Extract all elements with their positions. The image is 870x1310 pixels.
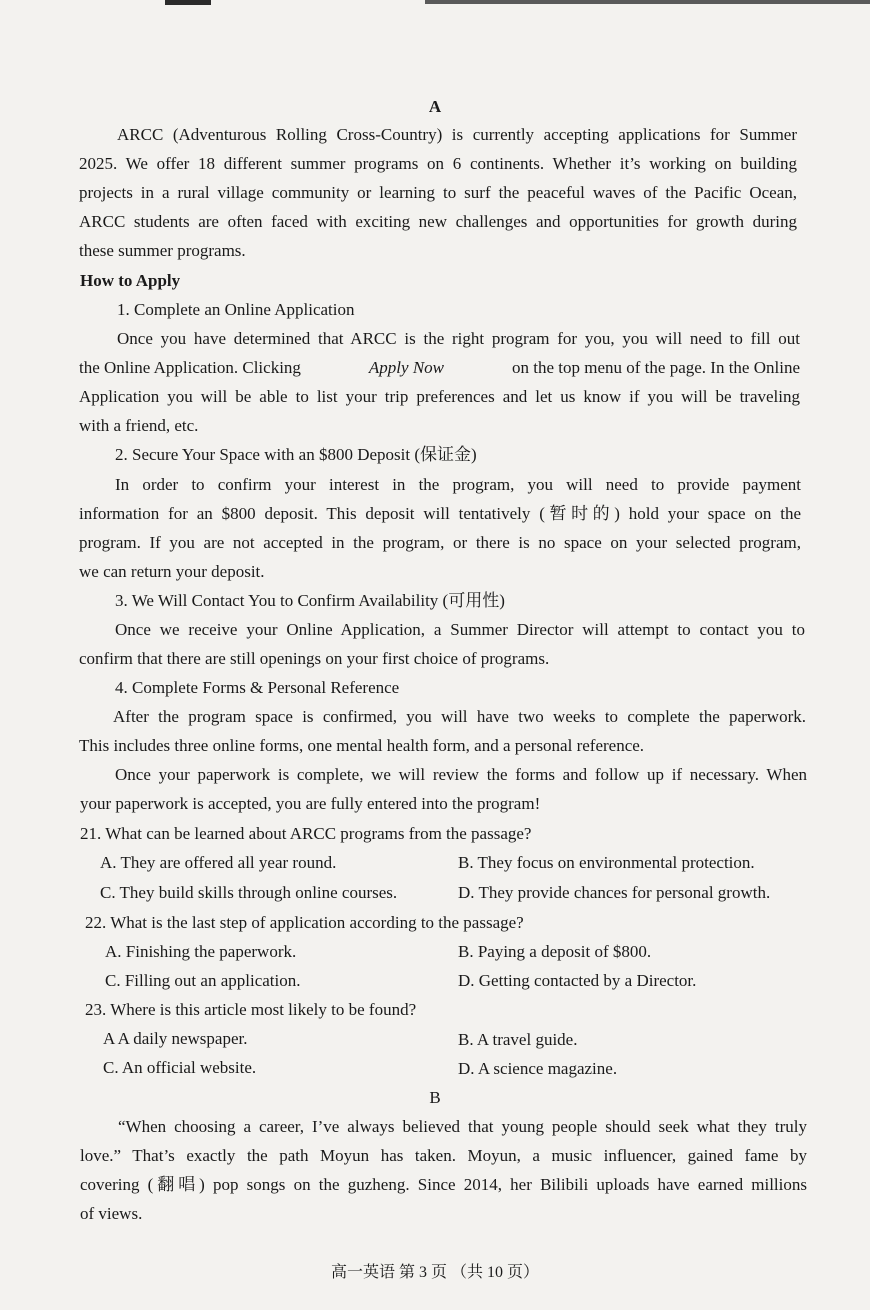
step3-line-2: confirm that there are still openings on your first choice of programs. [79,649,550,668]
question-23-stem: 23. Where is this article most likely to be found? [85,1000,417,1019]
step2-line-1: In order to confirm your interest in the program, you will need to provide payment [115,475,801,494]
step4-line-4: your paperwork is accepted, you are fully entered into the program! [80,794,541,813]
page-footer: 高一英语 第 3 页 （共 10 页） [330,1264,539,1281]
question-21-option-b: B. They focus on environmental protection. [458,853,755,872]
section-b-line-3: covering (翻唱) pop songs on the guzheng. Since 2014, her Bilibili uploads have earned millions [80,1175,807,1194]
scan-edge-mark-right [425,0,870,4]
question-23-option-c: C. An official website. [103,1058,257,1077]
intro-line-2: 2025. We offer 18 different summer programs on 6 continents. Whether it’s working on building [79,154,797,173]
step1-title: 1. Complete an Online Application [117,300,355,319]
step4-title: 4. Complete Forms & Personal Reference [115,678,400,697]
step2-line-3: program. If you are not accepted in the program, or there is no space on your selected program, [79,533,801,552]
step3-title: 3. We Will Contact You to Confirm Availability (可用性) [115,591,505,610]
section-b-line-4: of views. [80,1204,143,1223]
question-23-option-b: B. A travel guide. [458,1030,578,1049]
intro-line-1: ARCC (Adventurous Rolling Cross-Country) is currently accepting applications for Summer [117,125,797,144]
step2-line-2: information for an $800 deposit. This deposit will tentatively (暂时的) hold your space on the [79,504,801,523]
section-b-heading: B [429,1088,441,1107]
intro-line-3: projects in a rural village community or learning to surf the peaceful waves of the Pacific Ocean, [79,183,797,202]
step1-line-4: with a friend, etc. [79,416,199,435]
section-a-heading: A [428,97,442,116]
scan-edge-mark-left [165,0,211,5]
question-22-option-c: C. Filling out an application. [105,971,301,990]
question-21-option-d: D. They provide chances for personal growth. [458,883,771,902]
question-22-stem: 22. What is the last step of application according to the passage? [85,913,524,932]
step1-line-2 [79,357,800,379]
intro-line-4: ARCC students are often faced with exciting new challenges and opportunities for growth during [79,212,797,231]
question-22-option-b: B. Paying a deposit of $800. [458,942,652,961]
question-22-option-d: D. Getting contacted by a Director. [458,971,697,990]
step2-line-4: we can return your deposit. [79,562,265,581]
question-23-option-d: D. A science magazine. [458,1059,618,1078]
step1-line-2-b: on the top menu of the page. In the Online [512,358,800,377]
section-b-line-2: love.” That’s exactly the path Moyun has taken. Moyun, a music influencer, gained fame by [80,1146,807,1165]
question-23-option-a: A A daily newspaper. [103,1029,248,1048]
step4-line-1: After the program space is confirmed, you will have two weeks to complete the paperwork. [113,707,806,726]
question-21-option-c: C. They build skills through online courses. [100,883,398,902]
step4-line-3: Once your paperwork is complete, we will review the forms and follow up if necessary. When [115,765,807,784]
step1-line-3: Application you will be able to list your trip preferences and let us know if you will be traveling [79,387,800,406]
how-to-apply-heading: How to Apply [80,271,181,290]
question-21-stem: 21. What can be learned about ARCC programs from the passage? [80,824,532,843]
section-b-line-1: “When choosing a career, I’ve always believed that young people should seek what they truly [118,1117,807,1136]
step1-line-1: Once you have determined that ARCC is the right program for you, you will need to fill out [117,329,800,348]
step2-title: 2. Secure Your Space with an $800 Deposit (保证金) [115,445,477,464]
intro-line-5: these summer programs. [79,241,246,260]
question-22-option-a: A. Finishing the paperwork. [105,942,297,961]
step1-line-2-a: the Online Application. Clicking [79,358,301,377]
question-21-option-a: A. They are offered all year round. [100,853,337,872]
apply-now-text: Apply Now [368,358,445,377]
step4-line-2: This includes three online forms, one mental health form, and a personal reference. [79,736,645,755]
step3-line-1: Once we receive your Online Application, a Summer Director will attempt to contact you to [115,620,805,639]
